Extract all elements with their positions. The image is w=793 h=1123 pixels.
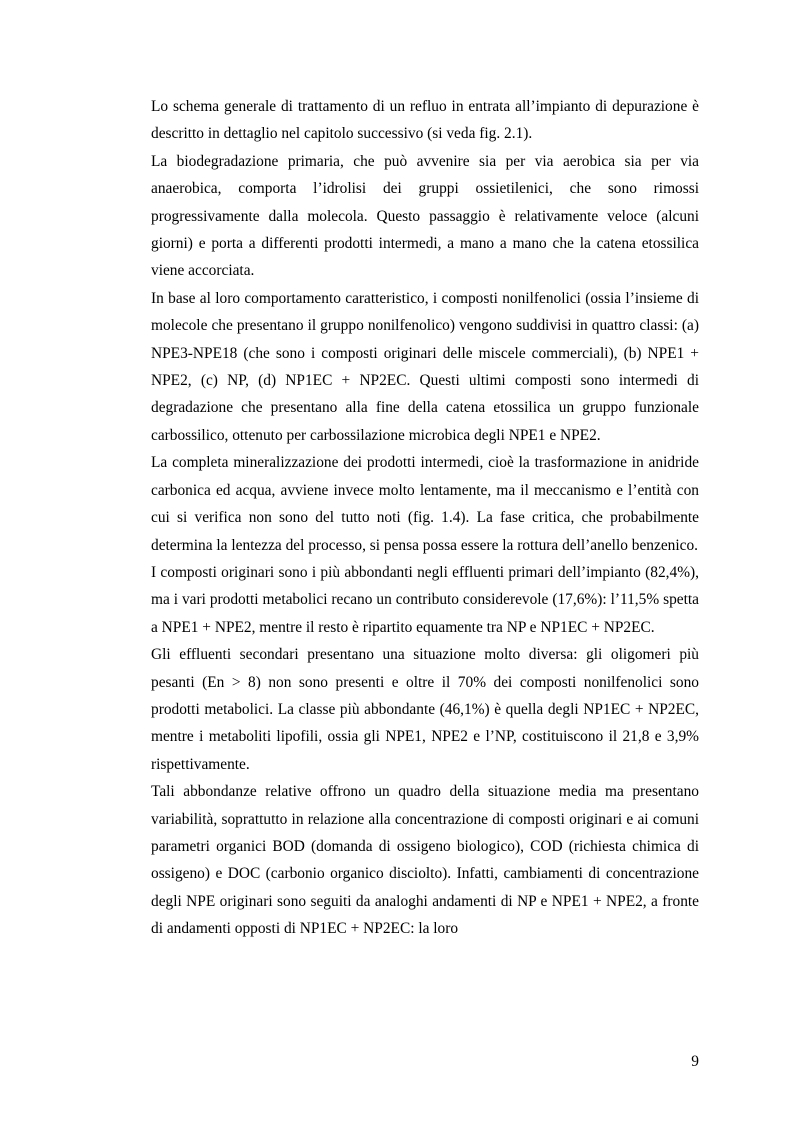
paragraph-compound-classes: In base al loro comportamento caratteristico, i composti nonilfenolici (ossia l’insieme di molecole che presentano il gruppo nonilfenolico) vengono suddivisi in quattro classi: (a) NPE3-NPE18 (che sono i composti originari delle miscele commerciali), (b) NPE1 + NPE2, (c) NP, (d) NP1EC + NP2EC. Questi ultimi composti sono intermedi di degradazione che presentano alla fine della catena etossilica un gruppo funzionale carbossilico, ottenuto per carbossilazione microbica degli NPE1 e NPE2. bbox=[151, 289, 699, 444]
page-body bbox=[151, 93, 699, 943]
paragraph-relative-abundances: Tali abbondanze relative offrono un quadro della situazione media ma presentano variabilità, soprattutto in relazione alla concentrazione di composti originari e ai comuni parametri organici BOD (domanda di ossigeno biologico), COD (richiesta chimica di ossigeno) e DOC (carbonio organico disciolto). Infatti, cambiamenti di concentrazione degli NPE originari sono seguiti da analoghi andamenti di NP e NPE1 + NPE2, a fronte di andamenti opposti di NP1EC + NP2EC: la loro bbox=[151, 783, 699, 938]
page-number: 9 bbox=[691, 1053, 699, 1070]
paragraph-primary-biodegradation: La biodegradazione primaria, che può avvenire sia per via aerobica sia per via anaerobica, comporta l’idrolisi dei gruppi ossietilenici, che sono rimossi progressivamente dalla molecola. Questo passaggio è relativamente veloce (alcuni giorni) e porta a differenti prodotti intermedi, a mano a mano che la catena etossilica viene accorciata. bbox=[151, 152, 699, 280]
paragraph-primary-effluents: I composti originari sono i più abbondanti negli effluenti primari dell’impianto (82,4%), ma i vari prodotti metabolici recano un contributo considerevole (17,6%): l’11,5% spetta a NPE1 + NPE2, mentre il resto è ripartito equamente tra NP e NP1EC + NP2EC. bbox=[151, 563, 699, 636]
paragraph-mineralization: La completa mineralizzazione dei prodotti intermedi, cioè la trasformazione in anidride carbonica ed acqua, avviene invece molto lentamente, ma il meccanismo e l’entità con cui si verifica non sono del tutto noti (fig. 1.4). La fase critica, che probabilmente determina la lentezza del processo, si pensa possa essere la rottura dell’anello benzenico. bbox=[151, 454, 699, 554]
paragraph-secondary-effluents: Gli effluenti secondari presentano una situazione molto diversa: gli oligomeri più pesanti (En > 8) non sono presenti e oltre il 70% dei composti nonilfenolici sono prodotti metabolici. La classe più abbondante (46,1%) è quella degli NP1EC + NP2EC, mentre i metaboliti lipofili, ossia gli NPE1, NPE2 e l’NP, costituiscono il 21,8 e 3,9% rispettivamente. bbox=[151, 646, 699, 773]
paragraph-treatment-scheme: Lo schema generale di trattamento di un refluo in entrata all’impianto di depurazione è descritto in dettaglio nel capitolo successivo (si veda fig. 2.1). bbox=[151, 98, 699, 143]
